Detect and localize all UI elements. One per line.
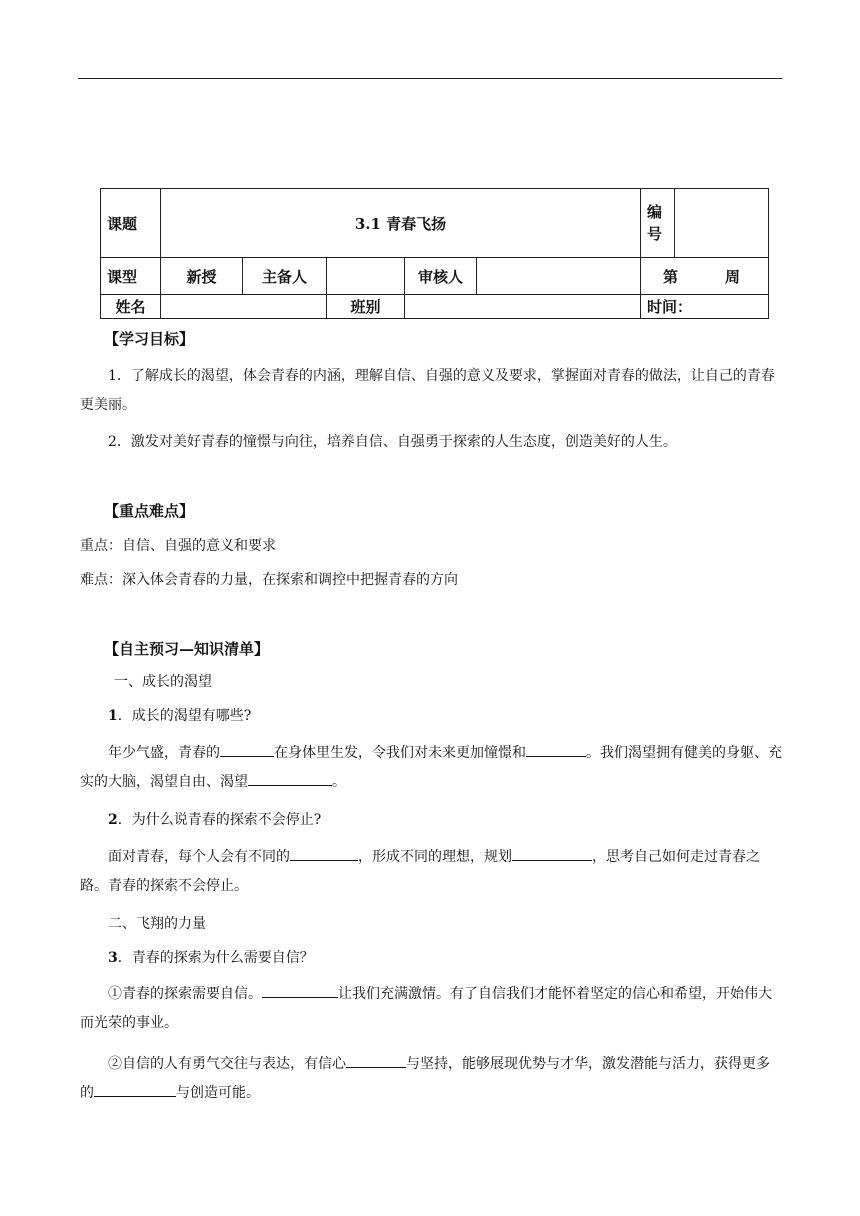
blank[interactable]	[290, 846, 358, 861]
time-label: 时间：	[641, 295, 769, 319]
part-2-heading: 二、飞翔的力量	[108, 916, 206, 932]
blank[interactable]	[220, 742, 274, 757]
week-cell	[641, 258, 769, 295]
week-first: 第	[663, 267, 679, 286]
type-label: 课型	[101, 258, 161, 295]
question-2	[108, 810, 782, 830]
key-title: 【重点难点】	[104, 502, 195, 520]
question-1-number: 1	[108, 708, 118, 724]
prep-label: 主备人	[243, 258, 327, 295]
blank[interactable]	[526, 742, 586, 757]
answer-2: 面对青春，每个人会有不同的 ，形成不同的理想，规划 ，思考自己如何走过青春之路。青春的探索不会停止。	[80, 843, 782, 901]
part-1-heading: 一、成长的渴望	[114, 674, 212, 690]
review-label: 审核人	[405, 258, 477, 295]
class-value	[405, 295, 641, 319]
question-2-number: 2	[108, 812, 118, 828]
question-2-text: ．为什么说青春的探索不会停止?	[117, 812, 322, 828]
header-rule	[78, 78, 782, 79]
number-value	[675, 189, 769, 258]
type-value: 新授	[161, 258, 243, 295]
goal-item-2: 2．激发对美好青春的憧憬与向往，培养自信、自强勇于探索的人生态度，创造美好的人生。	[108, 434, 677, 450]
key-focus: 重点：自信、自强的意义和要求	[80, 538, 276, 554]
name-label: 姓名	[101, 295, 161, 319]
week-last: 周	[725, 267, 741, 286]
question-3	[108, 948, 782, 968]
lesson-label: 课题	[101, 189, 161, 258]
prep-value	[327, 258, 405, 295]
preview-title: 【自主预习—知识清单】	[104, 640, 270, 658]
number-label: 编号	[641, 189, 675, 258]
goals-title: 【学习目标】	[104, 330, 195, 348]
question-1-text: ．成长的渴望有哪些?	[117, 708, 252, 724]
blank[interactable]	[512, 846, 592, 861]
key-difficulty: 难点：深入体会青春的力量，在探索和调控中把握青春的方向	[80, 572, 458, 588]
answer-3-1: ①青春的探索需要自信。 让我们充满激情。有了自信我们才能怀着坚定的信心和希望，开始伟大而光荣的事业。	[80, 980, 782, 1038]
name-value	[161, 295, 327, 319]
question-3-text: ．青春的探索为什么需要自信？	[117, 950, 314, 966]
question-3-number: 3	[108, 950, 118, 966]
blank[interactable]	[346, 1053, 406, 1068]
blank[interactable]	[248, 771, 332, 786]
class-label: 班别	[327, 295, 405, 319]
blank[interactable]	[262, 983, 338, 998]
answer-1: 年少气盛，青春的 在身体里生发，令我们对未来更加憧憬和 。我们渴望拥有健美的身躯、充实的大脑，渴望自由、渴望 。	[80, 739, 782, 797]
lesson-info-table	[100, 188, 769, 319]
answer-3-2: ②自信的人有勇气交往与表达，有信心 与坚持，能够展现优势与才华，激发潜能与活力，获得更多的 与创造可能。	[80, 1050, 782, 1108]
question-1	[108, 706, 782, 726]
lesson-title: 3.1 青春飞扬	[161, 189, 641, 258]
goal-item-1: 1．了解成长的渴望，体会青春的内涵，理解自信、自强的意义及要求，掌握面对青春的做法，让自己的青春更美丽。	[80, 368, 775, 413]
review-value	[477, 258, 641, 295]
blank[interactable]	[94, 1082, 176, 1097]
